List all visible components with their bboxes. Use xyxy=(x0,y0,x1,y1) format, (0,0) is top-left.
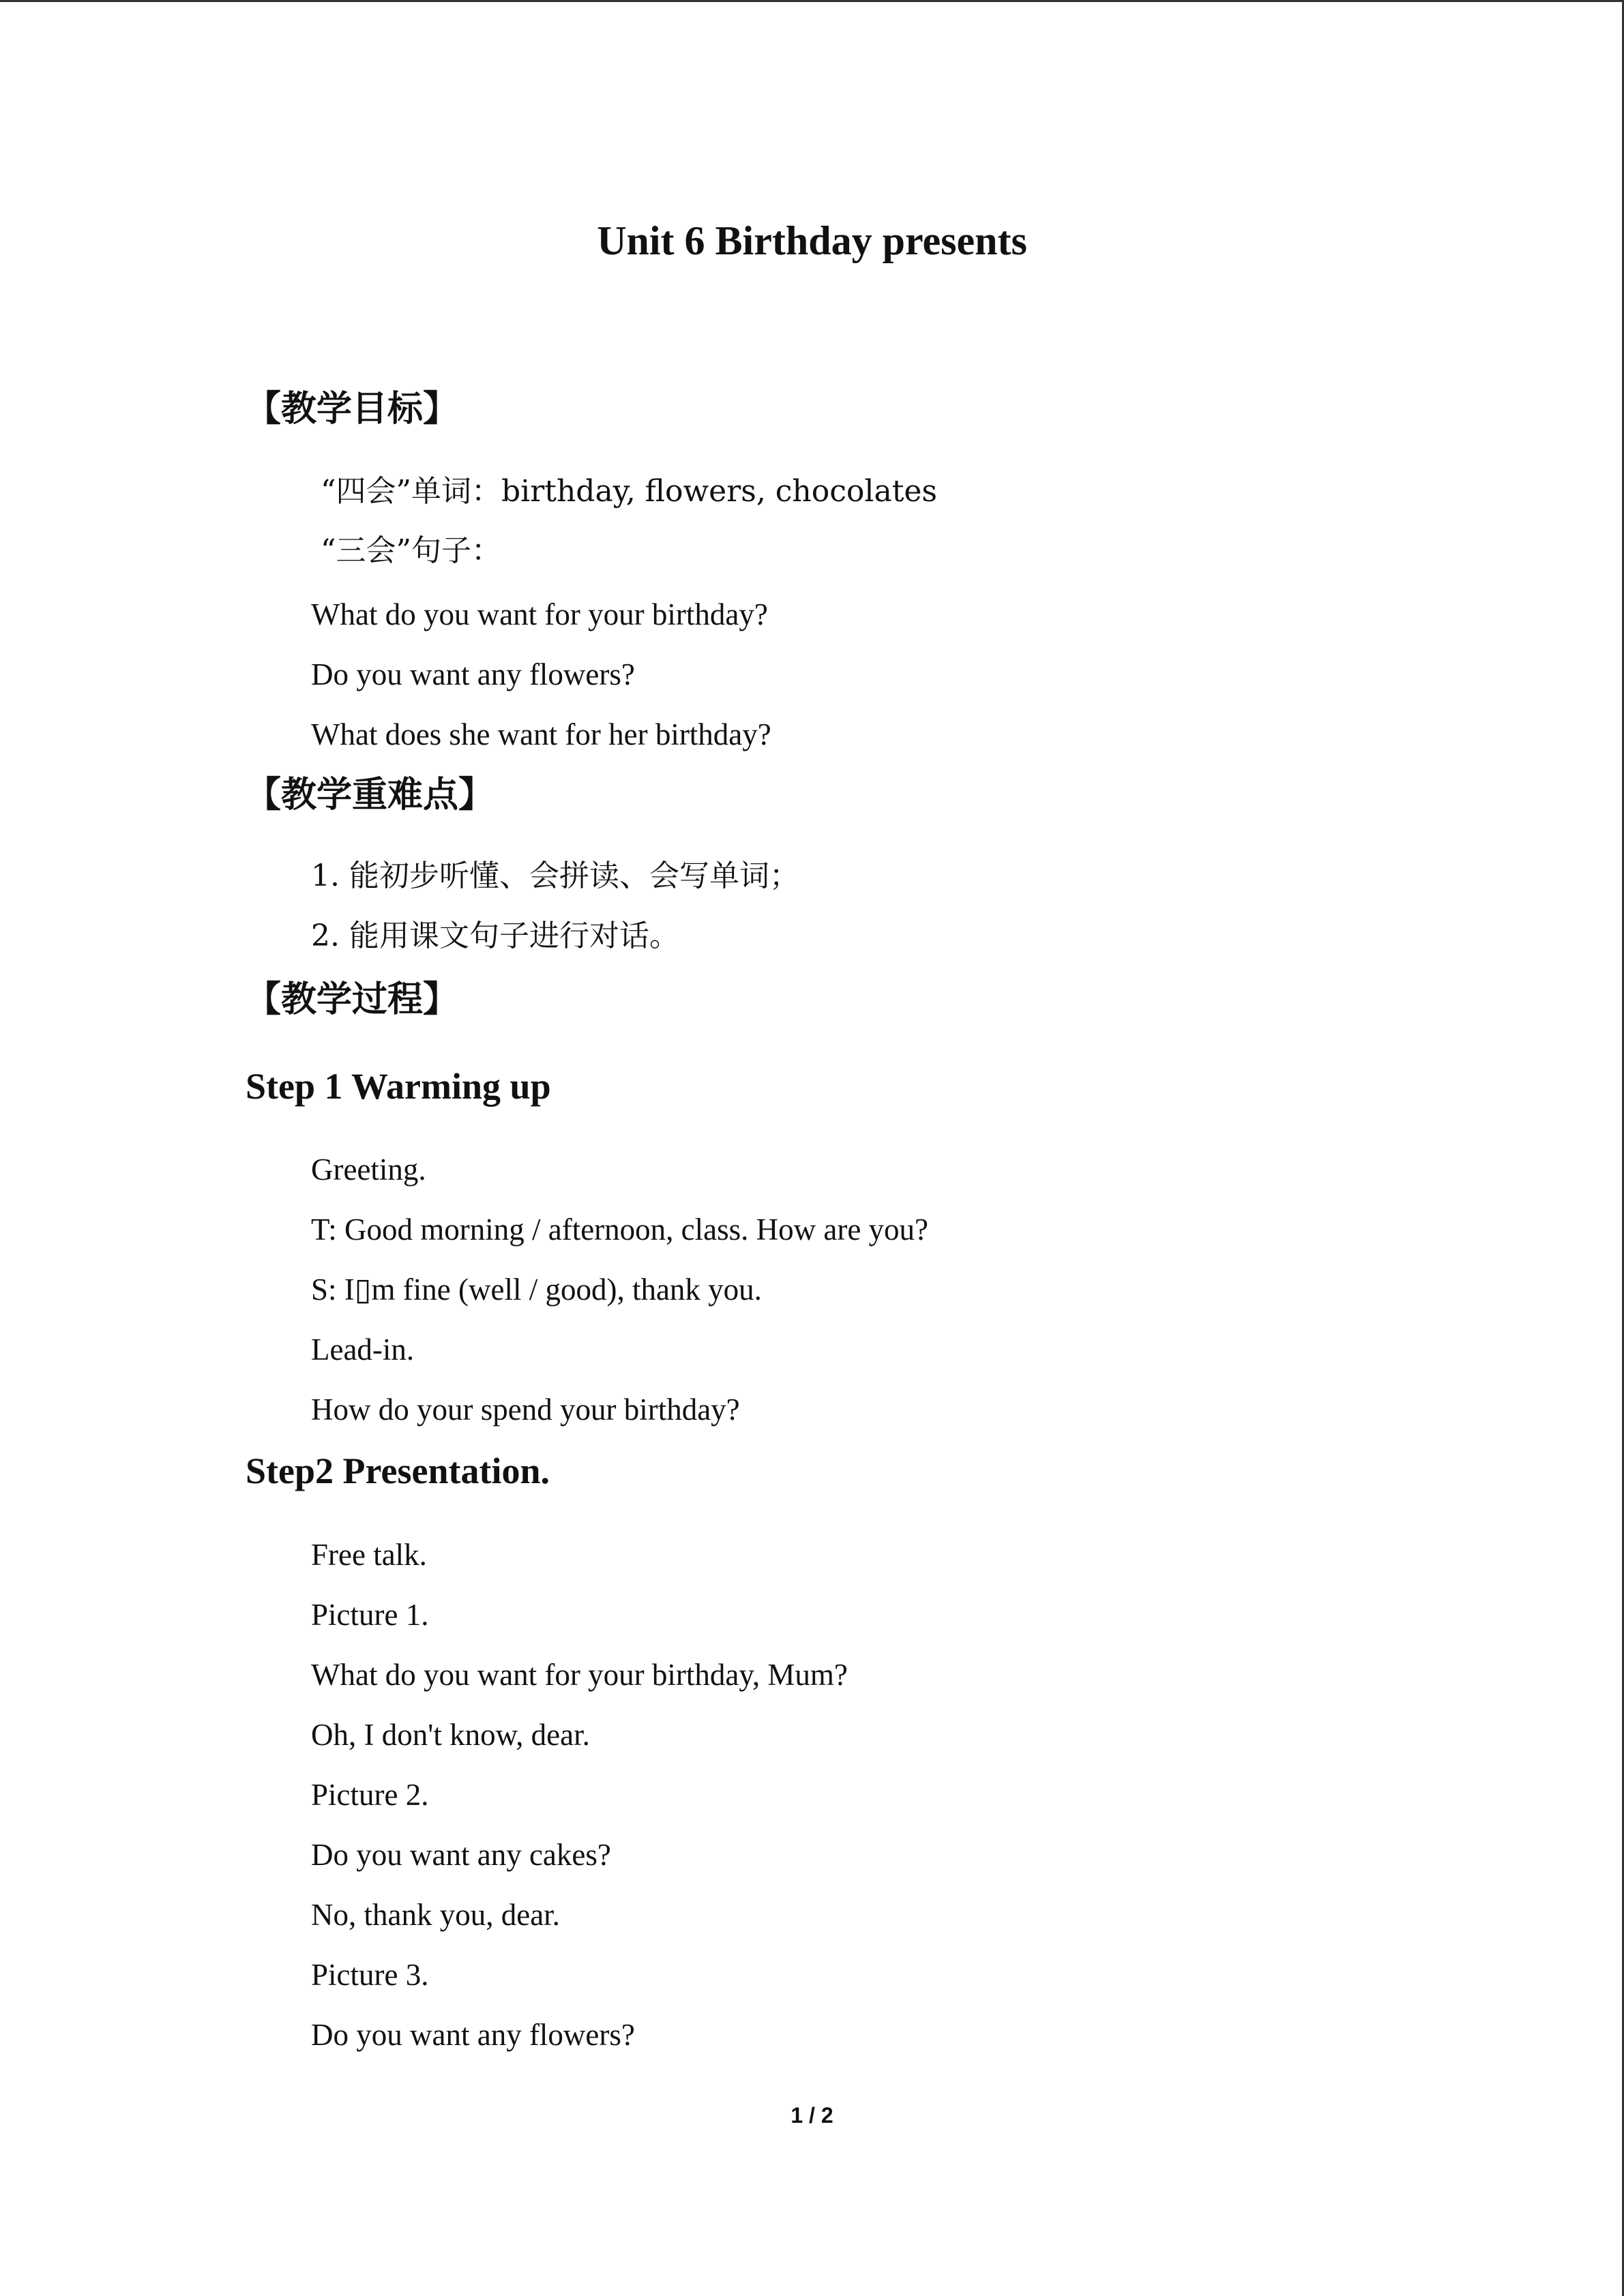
objectives-heading: 【教学目标】 xyxy=(246,389,459,430)
step1-line: Lead-in. xyxy=(311,1332,415,1367)
objectives-line: “三会”句子： xyxy=(321,533,501,568)
key-points-line: 1. 能初步听懂、会拼读、会写单词； xyxy=(311,859,799,893)
objectives-line: What do you want for your birthday? xyxy=(311,597,768,631)
objectives-line: “四会”单词：birthday, flowers, chocolates xyxy=(321,474,937,509)
step1-line: How do your spend your birthday? xyxy=(311,1392,740,1427)
step1-line: T: Good morning / afternoon, class. How are you? xyxy=(311,1212,929,1247)
step2-heading: Step2 Presentation. xyxy=(246,1450,550,1491)
process-heading: 【教学过程】 xyxy=(246,979,459,1020)
step2-line: Do you want any flowers? xyxy=(311,2018,635,2052)
step2-line: Picture 3. xyxy=(311,1958,429,1992)
step2-line: Do you want any cakes? xyxy=(311,1838,611,1872)
page-number: 1 / 2 xyxy=(791,2103,833,2128)
step1-heading: Step 1 Warming up xyxy=(246,1066,551,1107)
step2-line: Oh, I don't know, dear. xyxy=(311,1718,590,1752)
step2-line: Picture 1. xyxy=(311,1598,429,1632)
step2-line: Picture 2. xyxy=(311,1778,429,1812)
page-top-border xyxy=(0,0,1624,2)
step1-line: S: I▯m fine (well / good), thank you. xyxy=(311,1272,762,1307)
objectives-line: Do you want any flowers? xyxy=(311,657,635,691)
document-title: Unit 6 Birthday presents xyxy=(597,218,1027,263)
step1-line: Greeting. xyxy=(311,1152,426,1187)
key-points-heading: 【教学重难点】 xyxy=(246,775,494,816)
key-points-line: 2. 能用课文句子进行对话。 xyxy=(311,919,679,953)
objectives-line: What does she want for her birthday? xyxy=(311,717,771,751)
step2-line: What do you want for your birthday, Mum? xyxy=(311,1658,848,1692)
step2-line: Free talk. xyxy=(311,1538,427,1572)
step2-line: No, thank you, dear. xyxy=(311,1898,560,1932)
